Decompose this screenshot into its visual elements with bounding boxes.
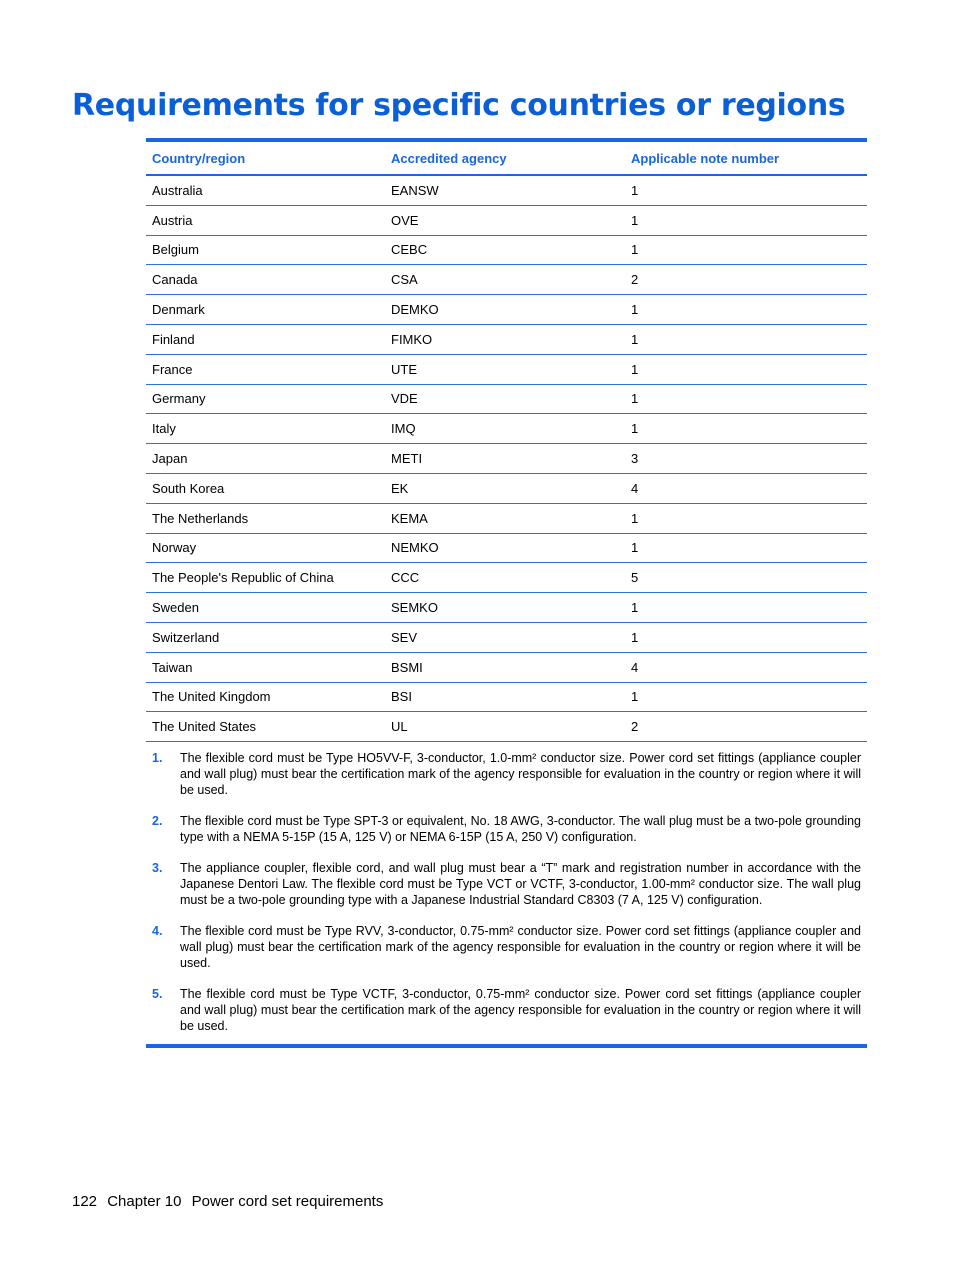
page-footer [72,1193,389,1210]
note-text: The flexible cord must be Type SPT-3 or equivalent, No. 18 AWG, 3-conductor. The wall plug must be a two-pole grounding type with a NEMA 5-15P (15 A, 125 V) or NEMA 6-15P (15 A, 250 V) configuration. [180,814,861,845]
cell-country: Belgium [146,235,385,265]
table-row [146,622,867,652]
cell-country: Sweden [146,593,385,623]
cell-country: Japan [146,444,385,474]
cell-agency: METI [385,444,625,474]
table-row [146,533,867,563]
cell-note-number: 4 [625,652,867,682]
table-row [146,473,867,503]
header-country-region: Country/region [146,142,385,175]
cell-agency: CEBC [385,235,625,265]
page-title: Requirements for specific countries or regions [72,88,846,123]
cell-agency: NEMKO [385,533,625,563]
cell-note-number: 4 [625,473,867,503]
table-row [146,205,867,235]
note-number: 5. [152,987,163,1002]
cell-note-number: 1 [625,384,867,414]
requirements-table [146,142,867,742]
cell-country: South Korea [146,473,385,503]
cell-agency: KEMA [385,503,625,533]
cell-country: Switzerland [146,622,385,652]
cell-agency: BSI [385,682,625,712]
note-number: 1. [152,751,163,766]
table-row [146,503,867,533]
note-item [152,860,861,908]
note-number: 2. [152,814,163,829]
cell-country: Germany [146,384,385,414]
note-number: 4. [152,924,163,939]
cell-note-number: 5 [625,563,867,593]
cell-agency: VDE [385,384,625,414]
table-row [146,235,867,265]
cell-country: Austria [146,205,385,235]
table-row [146,652,867,682]
note-text: The appliance coupler, flexible cord, and wall plug must bear a “T” mark and registration number in accordance with the Japanese Dentori Law. The flexible cord must be Type VCT or VCTF, 3-conductor, 1.00-mm² conductor size. The wall plug must be a two-pole grounding type with a Japanese Industrial Standard C8303 (7 A, 125 V) configuration. [180,861,861,908]
chapter-title: Power cord set requirements [191,1193,384,1210]
cell-note-number: 1 [625,533,867,563]
header-accredited-agency: Accredited agency [385,142,625,175]
page-number: 122 [72,1193,98,1210]
cell-note-number: 1 [625,593,867,623]
cell-country: Italy [146,414,385,444]
chapter-label: Chapter 10 [107,1193,182,1210]
note-text: The flexible cord must be Type VCTF, 3-conductor, 0.75-mm² conductor size. Power cord set fittings (appliance coupler and wall plug) must bear the certification mark of the agency responsible for evaluation in the country or region where it will be used. [180,987,861,1034]
table-row [146,265,867,295]
cell-country: Canada [146,265,385,295]
note-number: 3. [152,861,163,876]
table-header-row [146,142,867,175]
cell-agency: SEV [385,622,625,652]
cell-note-number: 1 [625,354,867,384]
table-bottom-rule [146,1044,867,1048]
cell-country: Norway [146,533,385,563]
cell-note-number: 1 [625,235,867,265]
note-item [152,986,861,1034]
note-item [152,750,861,798]
table-row [146,682,867,712]
table-row [146,563,867,593]
cell-agency: SEMKO [385,593,625,623]
table-row [146,175,867,205]
table-row [146,384,867,414]
cell-note-number: 2 [625,265,867,295]
cell-country: Australia [146,175,385,205]
table-body [146,175,867,742]
cell-agency: EK [385,473,625,503]
cell-agency: DEMKO [385,295,625,325]
header-applicable-note: Applicable note number [625,142,867,175]
cell-agency: CCC [385,563,625,593]
cell-note-number: 1 [625,295,867,325]
cell-agency: EANSW [385,175,625,205]
cell-agency: UL [385,712,625,742]
table-row [146,444,867,474]
cell-country: The Netherlands [146,503,385,533]
notes-list [146,742,867,1044]
table-row [146,593,867,623]
cell-note-number: 1 [625,622,867,652]
cell-agency: OVE [385,205,625,235]
cell-note-number: 3 [625,444,867,474]
cell-country: The United Kingdom [146,682,385,712]
cell-country: Denmark [146,295,385,325]
cell-note-number: 1 [625,682,867,712]
table-row [146,414,867,444]
note-text: The flexible cord must be Type RVV, 3-conductor, 0.75-mm² conductor size. Power cord set fittings (appliance coupler and wall plug) must bear the certification mark of the agency responsible for evaluation in the country or region where it will be used. [180,924,861,971]
cell-note-number: 1 [625,414,867,444]
note-item [152,923,861,971]
cell-note-number: 1 [625,503,867,533]
cell-note-number: 1 [625,324,867,354]
cell-country: France [146,354,385,384]
cell-agency: UTE [385,354,625,384]
cell-agency: CSA [385,265,625,295]
cell-country: Finland [146,324,385,354]
cell-note-number: 1 [625,175,867,205]
cell-note-number: 2 [625,712,867,742]
cell-country: The United States [146,712,385,742]
cell-agency: FIMKO [385,324,625,354]
table-row [146,712,867,742]
note-text: The flexible cord must be Type HO5VV-F, 3-conductor, 1.0-mm² conductor size. Power cord set fittings (appliance coupler and wall plug) must bear the certification mark of the agency responsible for evaluation in the country or region where it will be used. [180,751,861,798]
requirements-table-container [146,138,867,1048]
cell-agency: IMQ [385,414,625,444]
table-row [146,324,867,354]
cell-note-number: 1 [625,205,867,235]
cell-country: Taiwan [146,652,385,682]
table-row [146,354,867,384]
cell-country: The People's Republic of China [146,563,385,593]
cell-agency: BSMI [385,652,625,682]
table-row [146,295,867,325]
note-item [152,813,861,845]
